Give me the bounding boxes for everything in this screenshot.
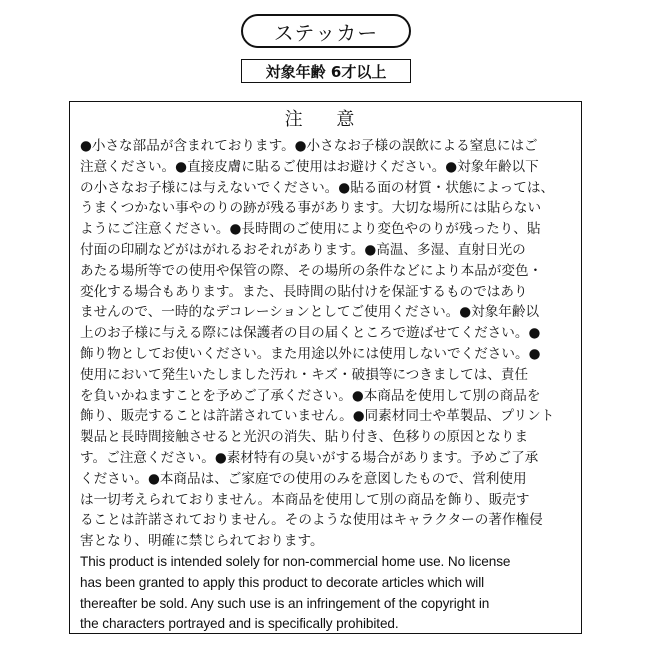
english-notice-line: thereafter be sold. Any such use is an infringement of the copyright in (80, 595, 490, 611)
caution-line: 製品と長時間接触させると光沢の消失、貼り付き、色移りの原因となりま (80, 429, 529, 446)
caution-line: うまくつかない事やのりの跡が残る事があります。大切な場所には貼らない (80, 200, 542, 217)
caution-line: 注意ください。●直接皮膚に貼るご使用はお避けください。●対象年齢以下 (80, 158, 539, 175)
caution-line: あたる場所等での使用や保管の際、その場所の条件などにより本品が変色・ (80, 262, 543, 279)
caution-line: ませんので、一時的なデコレーションとしてご使用ください。●対象年齢以 (80, 304, 540, 321)
caution-notice (69, 101, 582, 634)
caution-line: ●小さな部品が含まれております。●小さなお子様の誤飲による窒息にはご (80, 138, 538, 154)
caution-line: 害となり、明確に禁じられております。 (80, 533, 324, 550)
caution-line: ようにご注意ください。●長時間のご使用により変色やのりが残ったり、貼 (80, 221, 541, 238)
caution-line: ることは許諾されておりません。そのような使用はキャラクターの著作権侵 (80, 512, 543, 529)
age-rating-text: 対象年齢 6才以上 (265, 62, 387, 81)
caution-line: 上のお子様に与える際には保護者の目の届くところで遊ばせてください。● (80, 325, 541, 342)
caution-line: 変化する場合もあります。また、長時間の貼付けを保証するものではあり (80, 283, 528, 300)
caution-line: ください。●本商品は、ご家庭での使用のみを意図したもので、営利使用 (80, 470, 527, 487)
caution-line: 使用において発生いたしました汚れ・キズ・破損等につきましては、責任 (80, 366, 529, 383)
caution-line: 飾り物としてお使いください。また用途以外には使用しないでください。● (80, 345, 541, 362)
caution-line: は一切考えられておりません。本商品を使用して別の商品を飾り、販売す (80, 491, 530, 508)
caution-line: す。ご注意ください。●素材特有の臭いがする場合があります。予めご了承 (80, 449, 539, 466)
caution-line: を負いかねますことを予めご了承ください。●本商品を使用して別の商品を (80, 387, 541, 404)
english-notice-line: This product is intended solely for non-commercial home use. No license (80, 553, 511, 569)
english-notice-line: the characters portrayed and is specifically prohibited. (80, 616, 399, 632)
caution-english-text (80, 552, 573, 635)
caution-line: 付面の印刷などがはがれるおそれがあります。●高温、多湿、直射日光の (80, 241, 526, 258)
caution-japanese-text (80, 136, 573, 552)
product-type-text: ステッカー (273, 20, 379, 45)
product-type-label (241, 14, 411, 48)
age-rating-box (241, 59, 411, 83)
caution-heading: 注 意 (284, 109, 369, 130)
caution-line: 飾り、販売することは許諾されていません。●同素材同士や革製品、プリント (80, 408, 555, 425)
caution-line: の小さなお子様には与えないでください。●貼る面の材質・状態によっては、 (80, 179, 555, 196)
english-notice-line: has been granted to apply this product to decorate articles which will (80, 574, 485, 590)
